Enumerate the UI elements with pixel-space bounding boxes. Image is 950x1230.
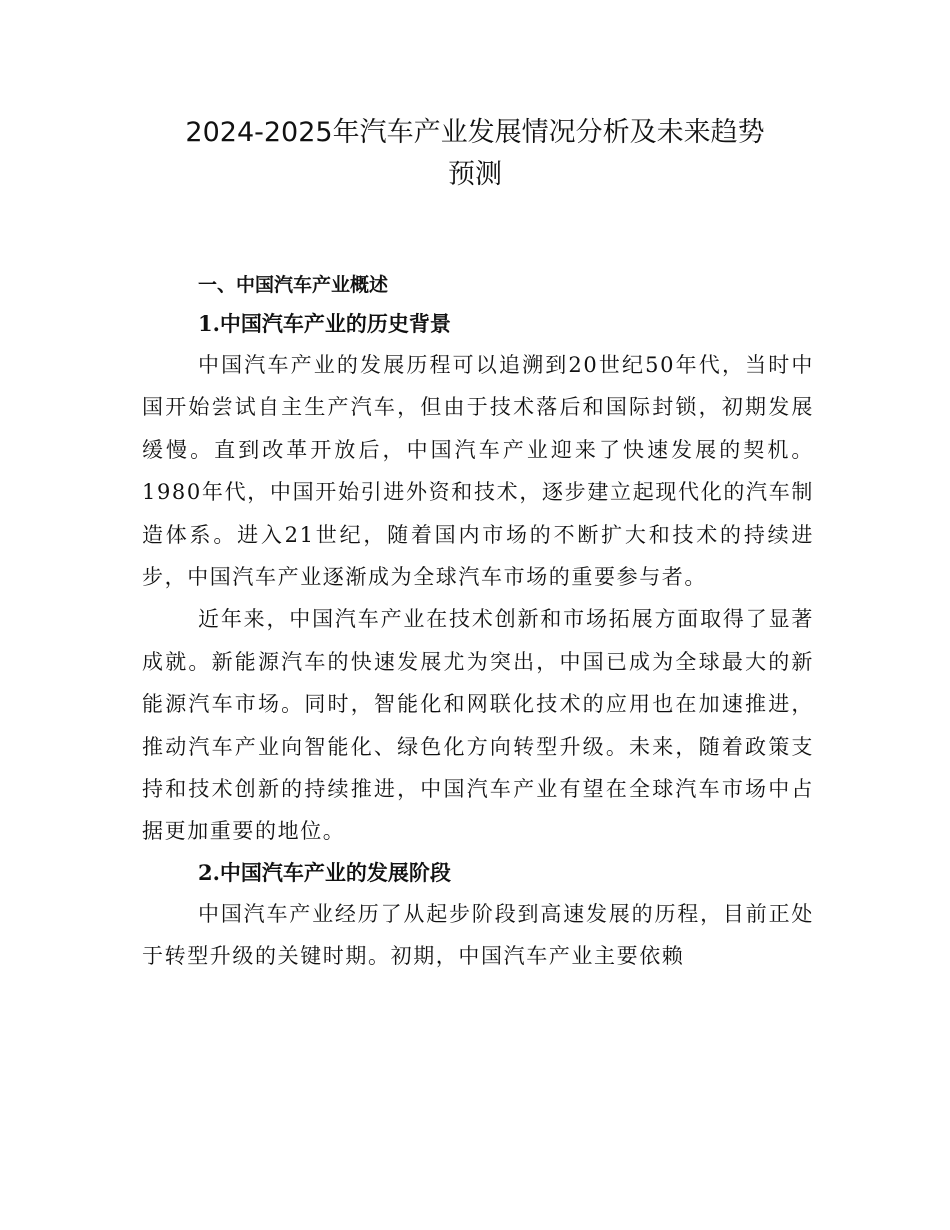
document-body [142, 266, 814, 978]
subsection-heading-history: 1.中国汽车产业的历史背景 [198, 311, 451, 336]
paragraph-recent-years: 近年来，中国汽车产业在技术创新和市场拓展方面取得了显著成就。新能源汽车的快速发展尤为突出，中国已成为全球最大的新能源汽车市场。同时，智能化和网联化技术的应用也在加速推进，推动汽车产业向智能化、绿色化方向转型升级。未来，随着政策支持和技术创新的持续推进，中国汽车产业有望在全球汽车市场中占据更加重要的地位。 [142, 607, 814, 844]
paragraph-history: 中国汽车产业的发展历程可以追溯到20世纪50年代，当时中国开始尝试自主生产汽车，但由于技术落后和国际封锁，初期发展缓慢。直到改革开放后，中国汽车产业迎来了快速发展的契机。1980年代，中国开始引进外资和技术，逐步建立起现代化的汽车制造体系。进入21世纪，随着国内市场的不断扩大和技术的持续进步，中国汽车产业逐渐成为全球汽车市场的重要参与者。 [142, 353, 814, 590]
document-title-line-2: 预测 [448, 159, 502, 190]
document-title-line-1: 2024-2025年汽车产业发展情况分析及未来趋势 [185, 117, 765, 148]
paragraph-stages: 中国汽车产业经历了从起步阶段到高速发展的历程，目前正处于转型升级的关键时期。初期，中国汽车产业主要依赖 [142, 901, 814, 969]
subsection-heading-stages: 2.中国汽车产业的发展阶段 [198, 859, 451, 885]
document-title [140, 112, 810, 196]
section-heading-overview: 一、中国汽车产业概述 [198, 274, 389, 296]
